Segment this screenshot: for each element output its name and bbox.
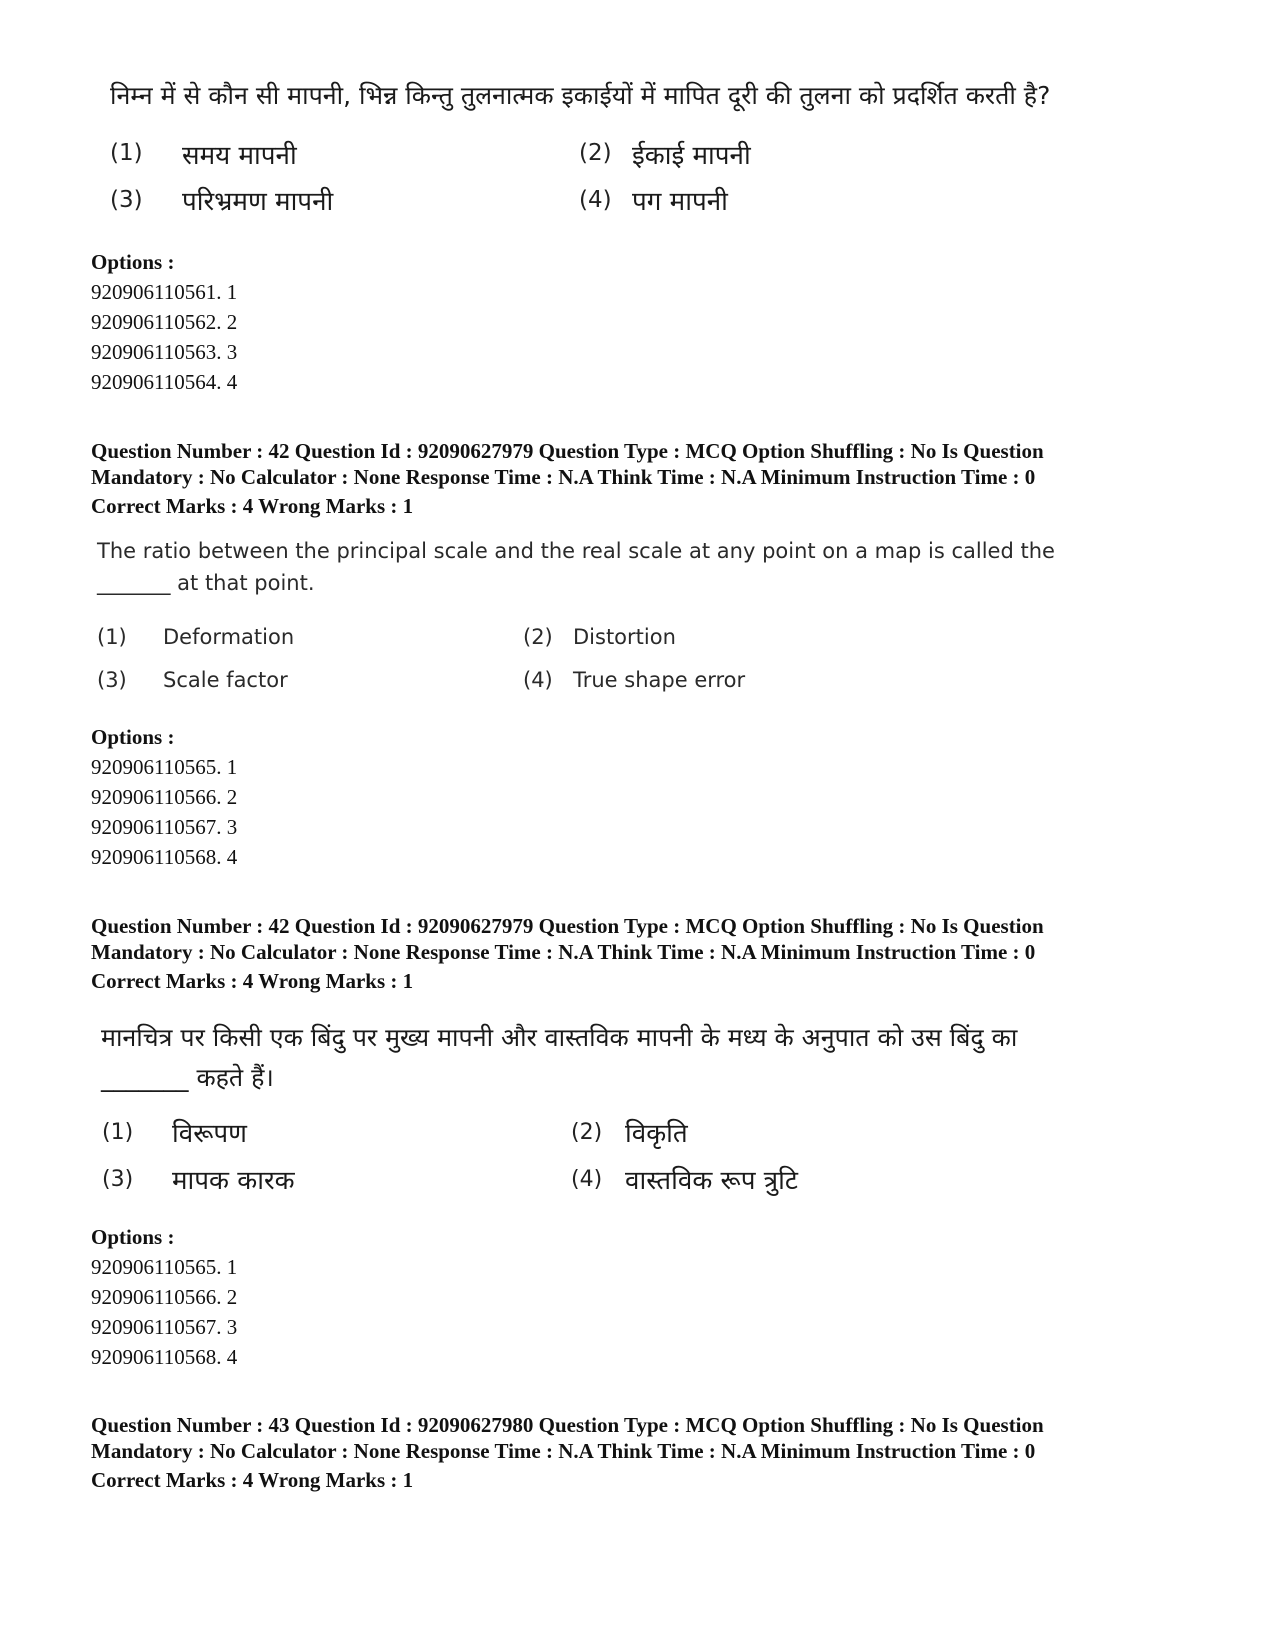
choice-text: ईकाई मापनी bbox=[632, 141, 751, 171]
option-item: 920906110565. 1 bbox=[91, 755, 238, 779]
question-text-hindi-1: निम्न में से कौन सी मापनी, भिन्न किन्तु तुलनात्मक इकाईयों में मापित दूरी की तुलना को प्रदर्शित करती है? bbox=[110, 81, 1051, 110]
meta-line: Mandatory : No Calculator : None Response Time : N.A Think Time : N.A Minimum Instruction Time : 0 bbox=[91, 465, 1036, 489]
choice-number: (2) bbox=[571, 1120, 603, 1145]
choice-text: पग मापनी bbox=[632, 187, 728, 217]
meta-line: Correct Marks : 4 Wrong Marks : 1 bbox=[91, 969, 414, 993]
question-meta bbox=[91, 1412, 1151, 1493]
option-item: 920906110566. 2 bbox=[91, 1285, 238, 1309]
choice-number: (1) bbox=[97, 625, 127, 649]
meta-line: Mandatory : No Calculator : None Response Time : N.A Think Time : N.A Minimum Instruction Time : 0 bbox=[91, 1439, 1036, 1463]
choice-number: (4) bbox=[579, 187, 612, 213]
meta-line: Correct Marks : 4 Wrong Marks : 1 bbox=[91, 1468, 414, 1492]
choice-text: मापक कारक bbox=[172, 1166, 295, 1196]
option-item: 920906110568. 4 bbox=[91, 845, 238, 869]
meta-line: Question Number : 42 Question Id : 92090627979 Question Type : MCQ Option Shuffling : No Is Question bbox=[91, 914, 1044, 938]
meta-line: Mandatory : No Calculator : None Response Time : N.A Think Time : N.A Minimum Instruction Time : 0 bbox=[91, 940, 1036, 964]
choice-text: Deformation bbox=[163, 625, 295, 649]
option-item: 920906110567. 3 bbox=[91, 1315, 238, 1339]
choice-number: (3) bbox=[110, 187, 143, 213]
choice-number: (1) bbox=[110, 140, 143, 166]
choice-number: (4) bbox=[523, 668, 553, 692]
options-label: Options : bbox=[91, 725, 175, 749]
question-meta bbox=[91, 913, 1151, 994]
choice-text: विरूपण bbox=[172, 1119, 247, 1149]
meta-line: Question Number : 42 Question Id : 92090627979 Question Type : MCQ Option Shuffling : No Is Question bbox=[91, 439, 1044, 463]
choice-number: (3) bbox=[97, 668, 127, 692]
question-meta bbox=[91, 438, 1151, 519]
option-item: 920906110564. 4 bbox=[91, 370, 238, 394]
option-item: 920906110568. 4 bbox=[91, 1345, 238, 1369]
choice-number: (3) bbox=[102, 1167, 134, 1192]
options-label: Options : bbox=[91, 250, 175, 274]
option-item: 920906110563. 3 bbox=[91, 340, 238, 364]
meta-line: Question Number : 43 Question Id : 92090627980 Question Type : MCQ Option Shuffling : No Is Question bbox=[91, 1413, 1044, 1437]
choice-text: वास्तविक रूप त्रुटि bbox=[625, 1166, 798, 1196]
choice-number: (4) bbox=[571, 1167, 603, 1192]
question-line: The ratio between the principal scale and the real scale at any point on a map is called the bbox=[97, 539, 1055, 563]
question-line: _______ at that point. bbox=[97, 571, 315, 595]
options-list bbox=[91, 1252, 237, 1372]
choice-text: Distortion bbox=[573, 625, 676, 649]
option-item: 920906110566. 2 bbox=[91, 785, 238, 809]
options-list bbox=[91, 277, 237, 397]
choice-number: (1) bbox=[102, 1120, 134, 1145]
choice-number: (2) bbox=[523, 625, 553, 649]
meta-line: Correct Marks : 4 Wrong Marks : 1 bbox=[91, 494, 414, 518]
question-line: मानचित्र पर किसी एक बिंदु पर मुख्य मापनी और वास्तविक मापनी के मध्य के अनुपात को उस बिंदु का bbox=[101, 1023, 1018, 1052]
option-item: 920906110567. 3 bbox=[91, 815, 238, 839]
option-item: 920906110562. 2 bbox=[91, 310, 238, 334]
choice-text: Scale factor bbox=[163, 668, 288, 692]
question-text-english bbox=[97, 539, 1055, 595]
option-item: 920906110561. 1 bbox=[91, 280, 238, 304]
choice-text: True shape error bbox=[573, 668, 746, 692]
choice-text: विकृति bbox=[625, 1119, 688, 1149]
choice-number: (2) bbox=[579, 140, 612, 166]
options-label: Options : bbox=[91, 1225, 175, 1249]
question-text-hindi bbox=[101, 1020, 1017, 1094]
options-list bbox=[91, 752, 237, 872]
choice-text: समय मापनी bbox=[182, 141, 297, 171]
question-line: _______ कहते हैं। bbox=[101, 1063, 274, 1092]
option-item: 920906110565. 1 bbox=[91, 1255, 238, 1279]
choice-text: परिभ्रमण मापनी bbox=[182, 187, 334, 217]
